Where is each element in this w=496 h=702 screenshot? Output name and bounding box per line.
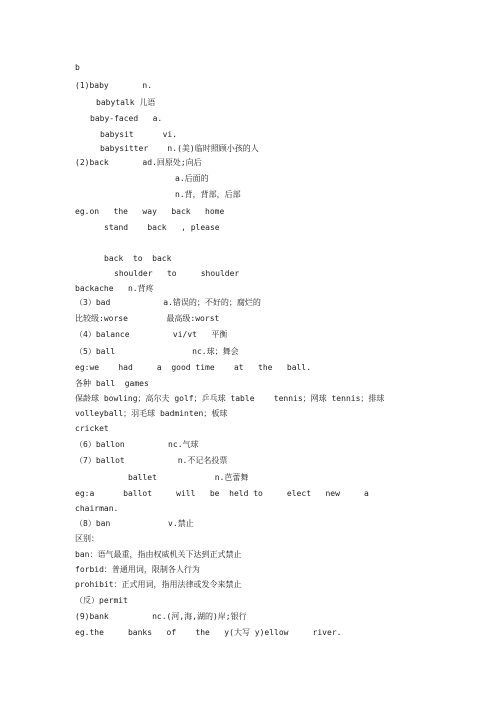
text-line: forbid：普通用词，限制各人行为 xyxy=(75,565,200,574)
text-line: volleyball；羽毛球 badminten；板球 xyxy=(75,409,228,418)
text-line: 保龄球 bowling；高尔夫 golf；乒乓球 table tennis；网球 tennis；排球 xyxy=(75,394,385,403)
text-line: back to back xyxy=(104,254,172,263)
text-line: (1)baby n. xyxy=(75,81,153,90)
text-line: eg.the banks of the y(大写 y)ellow river. xyxy=(75,628,342,637)
text-line: ban：语气最重，指由权威机关下达到正式禁止 xyxy=(75,550,242,559)
text-line: eg.on the way back home xyxy=(75,207,225,216)
text-line: （7）ballot n.不记名投票 xyxy=(75,456,228,465)
text-line: 区别： xyxy=(75,534,99,543)
text-line: babysitter n.(美)临时照顾小孩的人 xyxy=(100,144,259,153)
text-line: （4）balance vi/vt 平衡 xyxy=(75,330,228,339)
text-line: 各种 ball games xyxy=(75,379,149,388)
text-line: (9)bank nc.(河,海,湖的)岸;银行 xyxy=(75,612,247,621)
text-line: n.背，背部，后部 xyxy=(175,190,241,199)
text-line: shoulder to shoulder xyxy=(114,269,240,278)
text-line: babytalk 儿语 xyxy=(96,98,156,107)
text-line: （3）bad a.错误的；不好的；腐烂的 xyxy=(75,298,261,307)
text-line: backache n.背疼 xyxy=(75,284,154,293)
text-line: 比较级:worse 最高级:worst xyxy=(75,314,220,323)
text-line: （反）permit xyxy=(75,596,128,605)
text-line: eg:a ballot will be held to elect new a xyxy=(75,489,369,498)
text-line: babysit vi. xyxy=(100,130,178,139)
text-line: (2)back ad.回原处;向后 xyxy=(75,158,202,167)
text-line: b xyxy=(75,63,80,72)
text-line: stand back , please xyxy=(104,223,220,232)
text-line: （6）ballon nc.气球 xyxy=(75,440,199,449)
text-line: eg:we had a good time at the ball. xyxy=(75,363,312,372)
text-line: baby-faced a. xyxy=(90,114,163,123)
text-line: cricket xyxy=(75,424,109,433)
text-line: （8）ban v.禁止 xyxy=(75,519,194,528)
text-line: a.后面的 xyxy=(175,174,209,183)
text-line: prohibit：正式用词，指用法律或发令来禁止 xyxy=(75,580,242,589)
text-line: ballet n.芭蕾舞 xyxy=(128,473,249,482)
text-line: chairman. xyxy=(75,504,119,513)
text-line: （5）ball nc.球；舞会 xyxy=(75,347,239,356)
